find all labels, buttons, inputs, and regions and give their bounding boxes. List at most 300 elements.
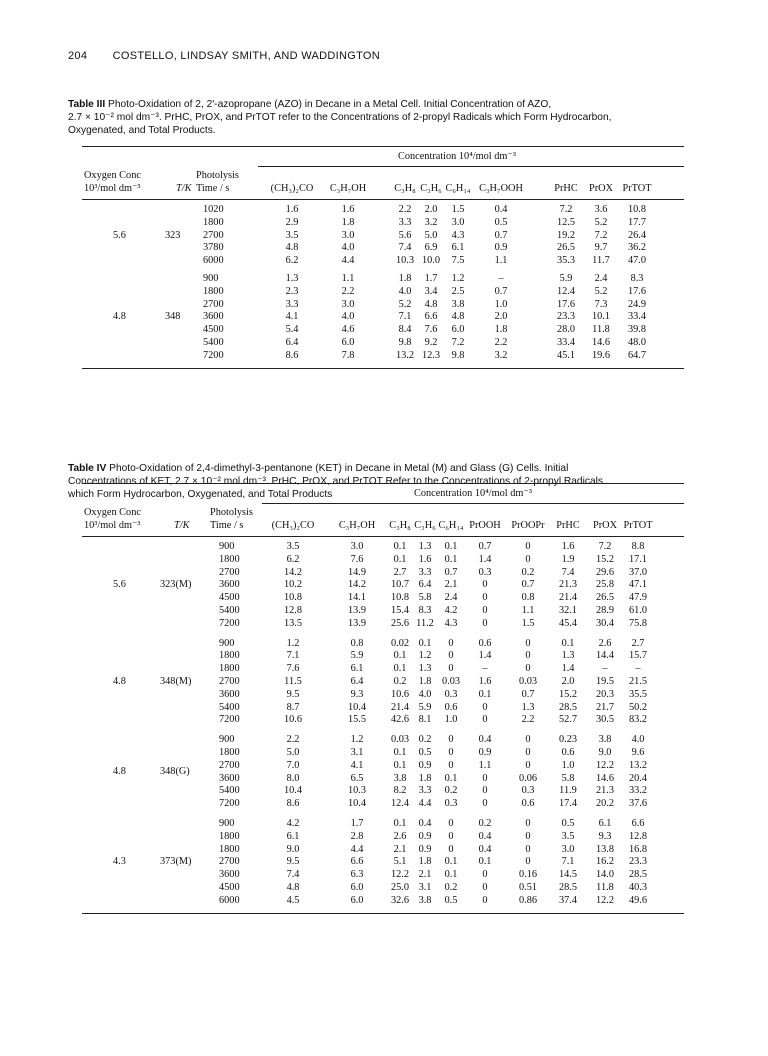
- cell-time: 1800: [203, 216, 224, 228]
- cell-value: 0.1: [393, 663, 407, 675]
- cell-value: 47.9: [628, 592, 648, 604]
- cell-value: 6.4: [418, 579, 432, 591]
- cell-value: 4.1: [285, 311, 299, 323]
- cell-time: 900: [219, 818, 235, 829]
- cell-time: 900: [219, 541, 235, 552]
- cell-time: 1800: [203, 285, 224, 297]
- cell-time: 4500: [219, 592, 240, 604]
- cell-value: 45.1: [556, 349, 576, 361]
- cell-value: 26.5: [556, 242, 576, 254]
- cell-value: 21.7: [595, 701, 615, 713]
- cell-value: 26.4: [627, 229, 647, 241]
- cell-value: 0.1: [444, 772, 458, 784]
- cell-value: 24.9: [627, 298, 647, 310]
- cell-time: 2700: [219, 856, 240, 868]
- running-head: COSTELLO, LINDSAY SMITH, AND WADDINGTON: [112, 50, 381, 62]
- cell-value: 0.2: [393, 676, 407, 687]
- cell-value: 33.4: [556, 337, 576, 348]
- cell-value: 5.2: [398, 298, 412, 310]
- cell-value: 7.3: [594, 298, 608, 310]
- cell-value: 7.2: [598, 541, 612, 552]
- cell-value: 6.0: [341, 337, 355, 348]
- cell-value: 20.3: [595, 688, 615, 700]
- cell-value: 4.0: [398, 285, 412, 297]
- cell-value: 8.3: [418, 605, 432, 616]
- cell-value: 23.3: [556, 311, 576, 323]
- cell-value: 4.4: [341, 255, 355, 267]
- header-time: Time / s: [196, 183, 230, 194]
- cell-value: 0: [525, 818, 531, 829]
- cell-value: 0: [525, 830, 531, 842]
- cell-value: 1.6: [285, 204, 299, 215]
- cell-value: 7.4: [561, 566, 575, 578]
- cell-value: 4.0: [341, 242, 355, 254]
- cell-value: 21.3: [558, 579, 578, 591]
- cell-value: 0.4: [418, 818, 432, 829]
- cell-value: 1.2: [418, 650, 432, 662]
- cell-value: 9.7: [594, 242, 608, 254]
- cell-value: 3.3: [418, 566, 432, 578]
- cell-value: 13.9: [347, 605, 367, 616]
- group-temperature: 348(G): [160, 766, 190, 778]
- cell-value: 3.8: [451, 298, 465, 310]
- cell-value: 8.7: [286, 701, 300, 713]
- cell-value: 1.8: [418, 856, 432, 868]
- cell-value: 9.0: [598, 747, 612, 758]
- cell-value: 10.3: [395, 255, 415, 267]
- cell-value: 0: [525, 650, 531, 662]
- cell-value: 4.5: [286, 894, 300, 906]
- header-8: PrTOT: [622, 183, 652, 194]
- cell-value: 8.3: [630, 273, 644, 284]
- cell-value: 7.1: [398, 311, 412, 323]
- cell-value: 64.7: [627, 349, 647, 361]
- cell-value: 7.5: [451, 255, 465, 267]
- cell-value: 21.5: [628, 676, 648, 687]
- cell-value: 25.6: [390, 617, 410, 629]
- cell-value: 37.0: [628, 566, 648, 578]
- cell-value: 0.5: [561, 818, 575, 829]
- cell-value: 42.6: [390, 714, 410, 726]
- group-oxygen: 4.3: [113, 856, 126, 868]
- cell-value: –: [602, 663, 608, 675]
- cell-value: 14.6: [591, 337, 611, 348]
- cell-value: 5.6: [398, 229, 412, 241]
- cell-value: 3.3: [418, 785, 432, 797]
- cell-value: 5.0: [424, 229, 438, 241]
- cell-value: 16.8: [628, 843, 648, 855]
- cell-value: 10.6: [283, 714, 303, 726]
- cell-value: 3.2: [494, 349, 508, 361]
- cell-value: 11.7: [592, 255, 610, 267]
- cell-value: 0: [525, 747, 531, 758]
- cell-value: 0.1: [444, 869, 458, 881]
- group-temperature: 348(M): [160, 676, 192, 687]
- cell-value: 14.0: [595, 869, 615, 881]
- cell-value: 0.3: [444, 688, 458, 700]
- cell-value: 6.5: [350, 772, 364, 784]
- cell-value: 33.2: [628, 785, 648, 797]
- cell-value: 14.4: [595, 650, 615, 662]
- cell-value: 3.3: [398, 216, 412, 228]
- cell-time: 3600: [219, 869, 240, 881]
- cell-value: 10.8: [390, 592, 410, 604]
- cell-value: 12.3: [421, 349, 441, 361]
- cell-time: 2700: [219, 566, 240, 578]
- cell-time: 3600: [219, 772, 240, 784]
- cell-value: 9.6: [631, 747, 645, 758]
- cell-value: 21.4: [558, 592, 578, 604]
- cell-value: 83.2: [628, 714, 648, 726]
- cell-value: 15.7: [628, 650, 648, 662]
- cell-value: 0: [525, 637, 531, 649]
- table3-caption-line: Oxygenated, and Total Products.: [68, 125, 216, 136]
- group-temperature: 373(M): [160, 856, 192, 868]
- cell-value: 4.8: [424, 298, 438, 310]
- cell-value: 0: [448, 759, 454, 771]
- cell-value: 0: [448, 637, 454, 649]
- cell-value: 0: [482, 701, 488, 713]
- cell-time: 2700: [219, 676, 240, 687]
- table3-bottom-rule: [82, 368, 684, 369]
- cell-time: 3600: [219, 579, 240, 591]
- cell-value: 0: [482, 579, 488, 591]
- cell-value: 28.5: [558, 701, 578, 713]
- cell-value: 2.9: [285, 216, 299, 228]
- header-5: C₃H₇OOH: [479, 183, 523, 194]
- cell-value: –: [635, 663, 641, 675]
- header-temperature: T/K: [174, 520, 190, 531]
- cell-value: 19.5: [595, 676, 615, 687]
- header-7: PrHC: [556, 520, 580, 531]
- cell-value: 28.5: [558, 882, 578, 893]
- table4-caption-line: which Form Hydrocarbon, Oxygenated, and Total Products: [68, 489, 333, 500]
- table3-caption: [68, 98, 708, 137]
- cell-value: 3.5: [561, 830, 575, 842]
- cell-time: 5400: [219, 785, 240, 797]
- cell-value: 12.2: [595, 894, 615, 906]
- cell-value: 36.2: [627, 242, 647, 254]
- cell-value: 6.2: [285, 255, 299, 267]
- cell-value: 6.4: [285, 337, 299, 348]
- group-oxygen: 4.8: [113, 766, 126, 778]
- header-4: C₆H₁₄: [445, 183, 471, 194]
- cell-time: 3600: [203, 311, 224, 323]
- header-2: C₃H₈: [394, 183, 416, 194]
- cell-value: 4.8: [451, 311, 465, 323]
- cell-value: 37.6: [628, 798, 648, 810]
- header-9: PrTOT: [623, 520, 653, 531]
- cell-value: 3.8: [598, 734, 612, 746]
- cell-value: 11.2: [416, 617, 434, 629]
- header-2: C₃H₈: [389, 520, 411, 531]
- cell-value: 21.4: [390, 701, 410, 713]
- cell-value: 0: [482, 869, 488, 881]
- cell-value: 0: [482, 894, 488, 906]
- cell-value: 30.4: [595, 617, 615, 629]
- cell-value: 0.7: [444, 566, 458, 578]
- cell-value: 0.6: [444, 701, 458, 713]
- cell-time: 5400: [219, 605, 240, 616]
- header-oxygen-unit: 10³/mol dm⁻³: [84, 520, 141, 531]
- cell-value: 0: [525, 553, 531, 565]
- cell-value: 1.6: [561, 541, 575, 552]
- cell-value: 5.9: [418, 701, 432, 713]
- cell-value: 32.1: [558, 605, 578, 616]
- cell-value: 2.0: [561, 676, 575, 687]
- header-3: C₃H₆: [414, 520, 436, 531]
- table3-span-rule: [258, 166, 684, 167]
- cell-value: 0.1: [561, 637, 575, 649]
- cell-value: 7.1: [561, 856, 575, 868]
- cell-value: 4.0: [418, 688, 432, 700]
- cell-value: 0.2: [478, 818, 492, 829]
- cell-value: 0.5: [494, 216, 508, 228]
- cell-value: 2.2: [341, 285, 355, 297]
- cell-value: 8.2: [393, 785, 407, 797]
- cell-value: –: [482, 663, 488, 675]
- cell-value: 10.8: [283, 592, 303, 604]
- cell-value: 7.8: [341, 349, 355, 361]
- cell-value: 1.3: [418, 541, 432, 552]
- cell-time: 7200: [219, 798, 240, 810]
- cell-value: 10.3: [347, 785, 367, 797]
- cell-value: 1.7: [350, 818, 364, 829]
- cell-value: 0.3: [521, 785, 535, 797]
- table4-caption-line: Photo-Oxidation of 2,4-dimethyl-3-pentanone (KET) in Decane in Metal (M) and Glass (G) Cells. Initial: [109, 463, 569, 474]
- cell-time: 6000: [203, 255, 224, 267]
- cell-value: 0.51: [518, 882, 538, 893]
- cell-value: 0.16: [518, 869, 538, 881]
- cell-value: 0.6: [561, 747, 575, 758]
- cell-value: 16.2: [595, 856, 615, 868]
- cell-value: 6.2: [286, 553, 300, 565]
- cell-value: 0: [448, 818, 454, 829]
- cell-value: 0: [448, 663, 454, 675]
- group-temperature: 323(M): [160, 579, 192, 591]
- cell-time: 7200: [219, 714, 240, 726]
- cell-value: 0: [525, 663, 531, 675]
- cell-value: 0: [525, 843, 531, 855]
- table4-span-rule: [262, 503, 684, 504]
- cell-value: 49.6: [628, 894, 648, 906]
- cell-value: 61.0: [628, 605, 648, 616]
- cell-value: 0.23: [558, 734, 578, 746]
- cell-value: 2.4: [594, 273, 608, 284]
- cell-value: 0.9: [478, 747, 492, 758]
- cell-value: 1.8: [494, 324, 508, 336]
- cell-value: 0.7: [521, 579, 535, 591]
- cell-value: 4.6: [341, 324, 355, 336]
- cell-value: 2.7: [393, 566, 407, 578]
- cell-value: 8.4: [398, 324, 412, 336]
- cell-value: 6.0: [451, 324, 465, 336]
- cell-value: 2.0: [494, 311, 508, 323]
- cell-value: 0.2: [444, 882, 458, 893]
- header-oxygen-conc: Oxygen Conc: [84, 170, 141, 181]
- cell-value: 7.6: [350, 553, 364, 565]
- cell-value: 2.2: [398, 204, 412, 215]
- cell-value: 0: [482, 592, 488, 604]
- table3-span-header: Concentration 10⁴/mol dm⁻³: [398, 151, 516, 162]
- cell-value: 21.3: [595, 785, 615, 797]
- cell-value: 28.5: [628, 869, 648, 881]
- cell-value: 0: [525, 541, 531, 552]
- cell-time: 2700: [203, 298, 224, 310]
- cell-value: 3.4: [424, 285, 438, 297]
- header-photolysis: Photolysis: [196, 170, 239, 181]
- cell-value: 12.8: [628, 830, 648, 842]
- table3-top-rule: [82, 146, 684, 147]
- cell-value: 4.8: [286, 882, 300, 893]
- cell-value: 4.2: [286, 818, 300, 829]
- cell-value: 2.2: [521, 714, 535, 726]
- cell-value: 1.5: [521, 617, 535, 629]
- cell-time: 1800: [219, 663, 240, 675]
- cell-value: 1.1: [478, 759, 492, 771]
- header-oxygen-unit: 10³/mol dm⁻³: [84, 183, 141, 194]
- cell-value: 4.2: [444, 605, 458, 616]
- cell-value: 35.5: [628, 688, 648, 700]
- table4-label: Table IV: [68, 463, 107, 474]
- cell-value: 0.6: [521, 798, 535, 810]
- cell-value: 10.4: [283, 785, 303, 797]
- cell-value: 3.3: [285, 298, 299, 310]
- cell-value: 7.0: [286, 759, 300, 771]
- cell-value: 0.02: [390, 637, 410, 649]
- cell-value: 0.86: [518, 894, 538, 906]
- cell-value: 0.06: [518, 772, 538, 784]
- cell-value: 10.8: [627, 204, 647, 215]
- cell-value: 0.8: [350, 637, 364, 649]
- cell-value: 10.7: [390, 579, 410, 591]
- table4-top-rule: [82, 483, 684, 484]
- cell-value: 29.6: [595, 566, 615, 578]
- cell-value: 0.9: [418, 830, 432, 842]
- cell-value: 1.5: [451, 204, 465, 215]
- header-time: Time / s: [210, 520, 244, 531]
- cell-time: 1800: [219, 830, 240, 842]
- cell-value: 17.4: [558, 798, 578, 810]
- cell-value: 0.8: [521, 592, 535, 604]
- cell-value: 13.2: [395, 349, 415, 361]
- cell-time: 1800: [219, 747, 240, 758]
- cell-value: 4.1: [350, 759, 364, 771]
- cell-time: 900: [219, 734, 235, 746]
- header-5: PrOOH: [469, 520, 501, 531]
- header-1: C₃H₇OH: [329, 183, 367, 194]
- cell-value: 3.0: [341, 229, 355, 241]
- cell-value: 3.1: [350, 747, 364, 758]
- cell-value: 3.0: [350, 541, 364, 552]
- cell-time: 4500: [203, 324, 224, 336]
- cell-value: 1.4: [561, 663, 575, 675]
- cell-value: 11.9: [559, 785, 577, 797]
- cell-value: 0: [448, 747, 454, 758]
- cell-value: 1.0: [561, 759, 575, 771]
- cell-value: 28.0: [556, 324, 576, 336]
- cell-time: 1020: [203, 204, 224, 215]
- cell-value: 5.4: [285, 324, 299, 336]
- cell-value: 12.4: [390, 798, 410, 810]
- cell-value: 40.3: [628, 882, 648, 893]
- cell-value: 0: [482, 617, 488, 629]
- cell-value: 3.8: [418, 894, 432, 906]
- cell-value: 14.9: [347, 566, 367, 578]
- cell-value: 6.0: [350, 894, 364, 906]
- cell-time: 1800: [219, 650, 240, 662]
- cell-value: 1.6: [341, 204, 355, 215]
- cell-value: 2.3: [285, 285, 299, 297]
- cell-value: 32.6: [390, 894, 410, 906]
- cell-value: 0.03: [390, 734, 410, 746]
- cell-value: 0: [448, 830, 454, 842]
- cell-value: 9.5: [286, 688, 300, 700]
- cell-value: 15.4: [390, 605, 410, 616]
- cell-value: 0: [525, 759, 531, 771]
- cell-value: 12.2: [390, 869, 410, 881]
- cell-value: 14.5: [558, 869, 578, 881]
- cell-value: 1.3: [561, 650, 575, 662]
- cell-value: 2.2: [286, 734, 300, 746]
- cell-value: 0.9: [418, 843, 432, 855]
- header-1: C₃H₇OH: [338, 520, 376, 531]
- cell-value: 28.9: [595, 605, 615, 616]
- cell-value: 3.1: [418, 882, 432, 893]
- cell-value: 0.03: [518, 676, 538, 687]
- cell-value: 5.2: [594, 285, 608, 297]
- cell-value: 1.4: [478, 553, 492, 565]
- cell-value: 4.3: [444, 617, 458, 629]
- cell-value: 30.5: [595, 714, 615, 726]
- cell-value: 1.8: [341, 216, 355, 228]
- group-temperature: 323: [165, 229, 181, 241]
- cell-value: 0: [448, 843, 454, 855]
- cell-value: 4.0: [631, 734, 645, 746]
- header-0: (CH₃)₂CO: [270, 183, 314, 194]
- cell-value: 52.7: [558, 714, 578, 726]
- cell-time: 6000: [219, 894, 240, 906]
- cell-value: 0.4: [478, 734, 492, 746]
- cell-value: 7.6: [424, 324, 438, 336]
- cell-value: 8.6: [286, 798, 300, 810]
- cell-time: 5400: [219, 701, 240, 713]
- header-6: PrOOPr: [511, 520, 545, 531]
- cell-value: 3.5: [285, 229, 299, 241]
- cell-value: 0: [525, 734, 531, 746]
- header-7: PrOX: [588, 183, 614, 194]
- cell-value: 0.7: [494, 285, 508, 297]
- cell-value: 2.1: [444, 579, 458, 591]
- cell-value: 8.0: [286, 772, 300, 784]
- cell-time: 2700: [203, 229, 224, 241]
- cell-value: 2.1: [418, 869, 432, 881]
- cell-value: 17.7: [627, 216, 647, 228]
- cell-value: 1.4: [478, 650, 492, 662]
- cell-value: 0.1: [444, 553, 458, 565]
- cell-value: 0.9: [494, 242, 508, 254]
- cell-time: 1800: [219, 553, 240, 565]
- cell-value: 8.8: [631, 541, 645, 552]
- cell-value: 1.8: [418, 772, 432, 784]
- cell-value: 14.6: [595, 772, 615, 784]
- header-8: PrOX: [592, 520, 618, 531]
- cell-value: 5.0: [286, 747, 300, 758]
- cell-value: 6.1: [286, 830, 300, 842]
- table4-caption-line: Concentrations of KET, 2.7 × 10⁻² mol dm⁻³. PrHC, PrOX, and PrTOT Refer to the Concentrations of 2-propyl Radicals: [68, 476, 603, 487]
- header-4: C₆H₁₄: [438, 520, 464, 531]
- cell-value: 0.1: [478, 856, 492, 868]
